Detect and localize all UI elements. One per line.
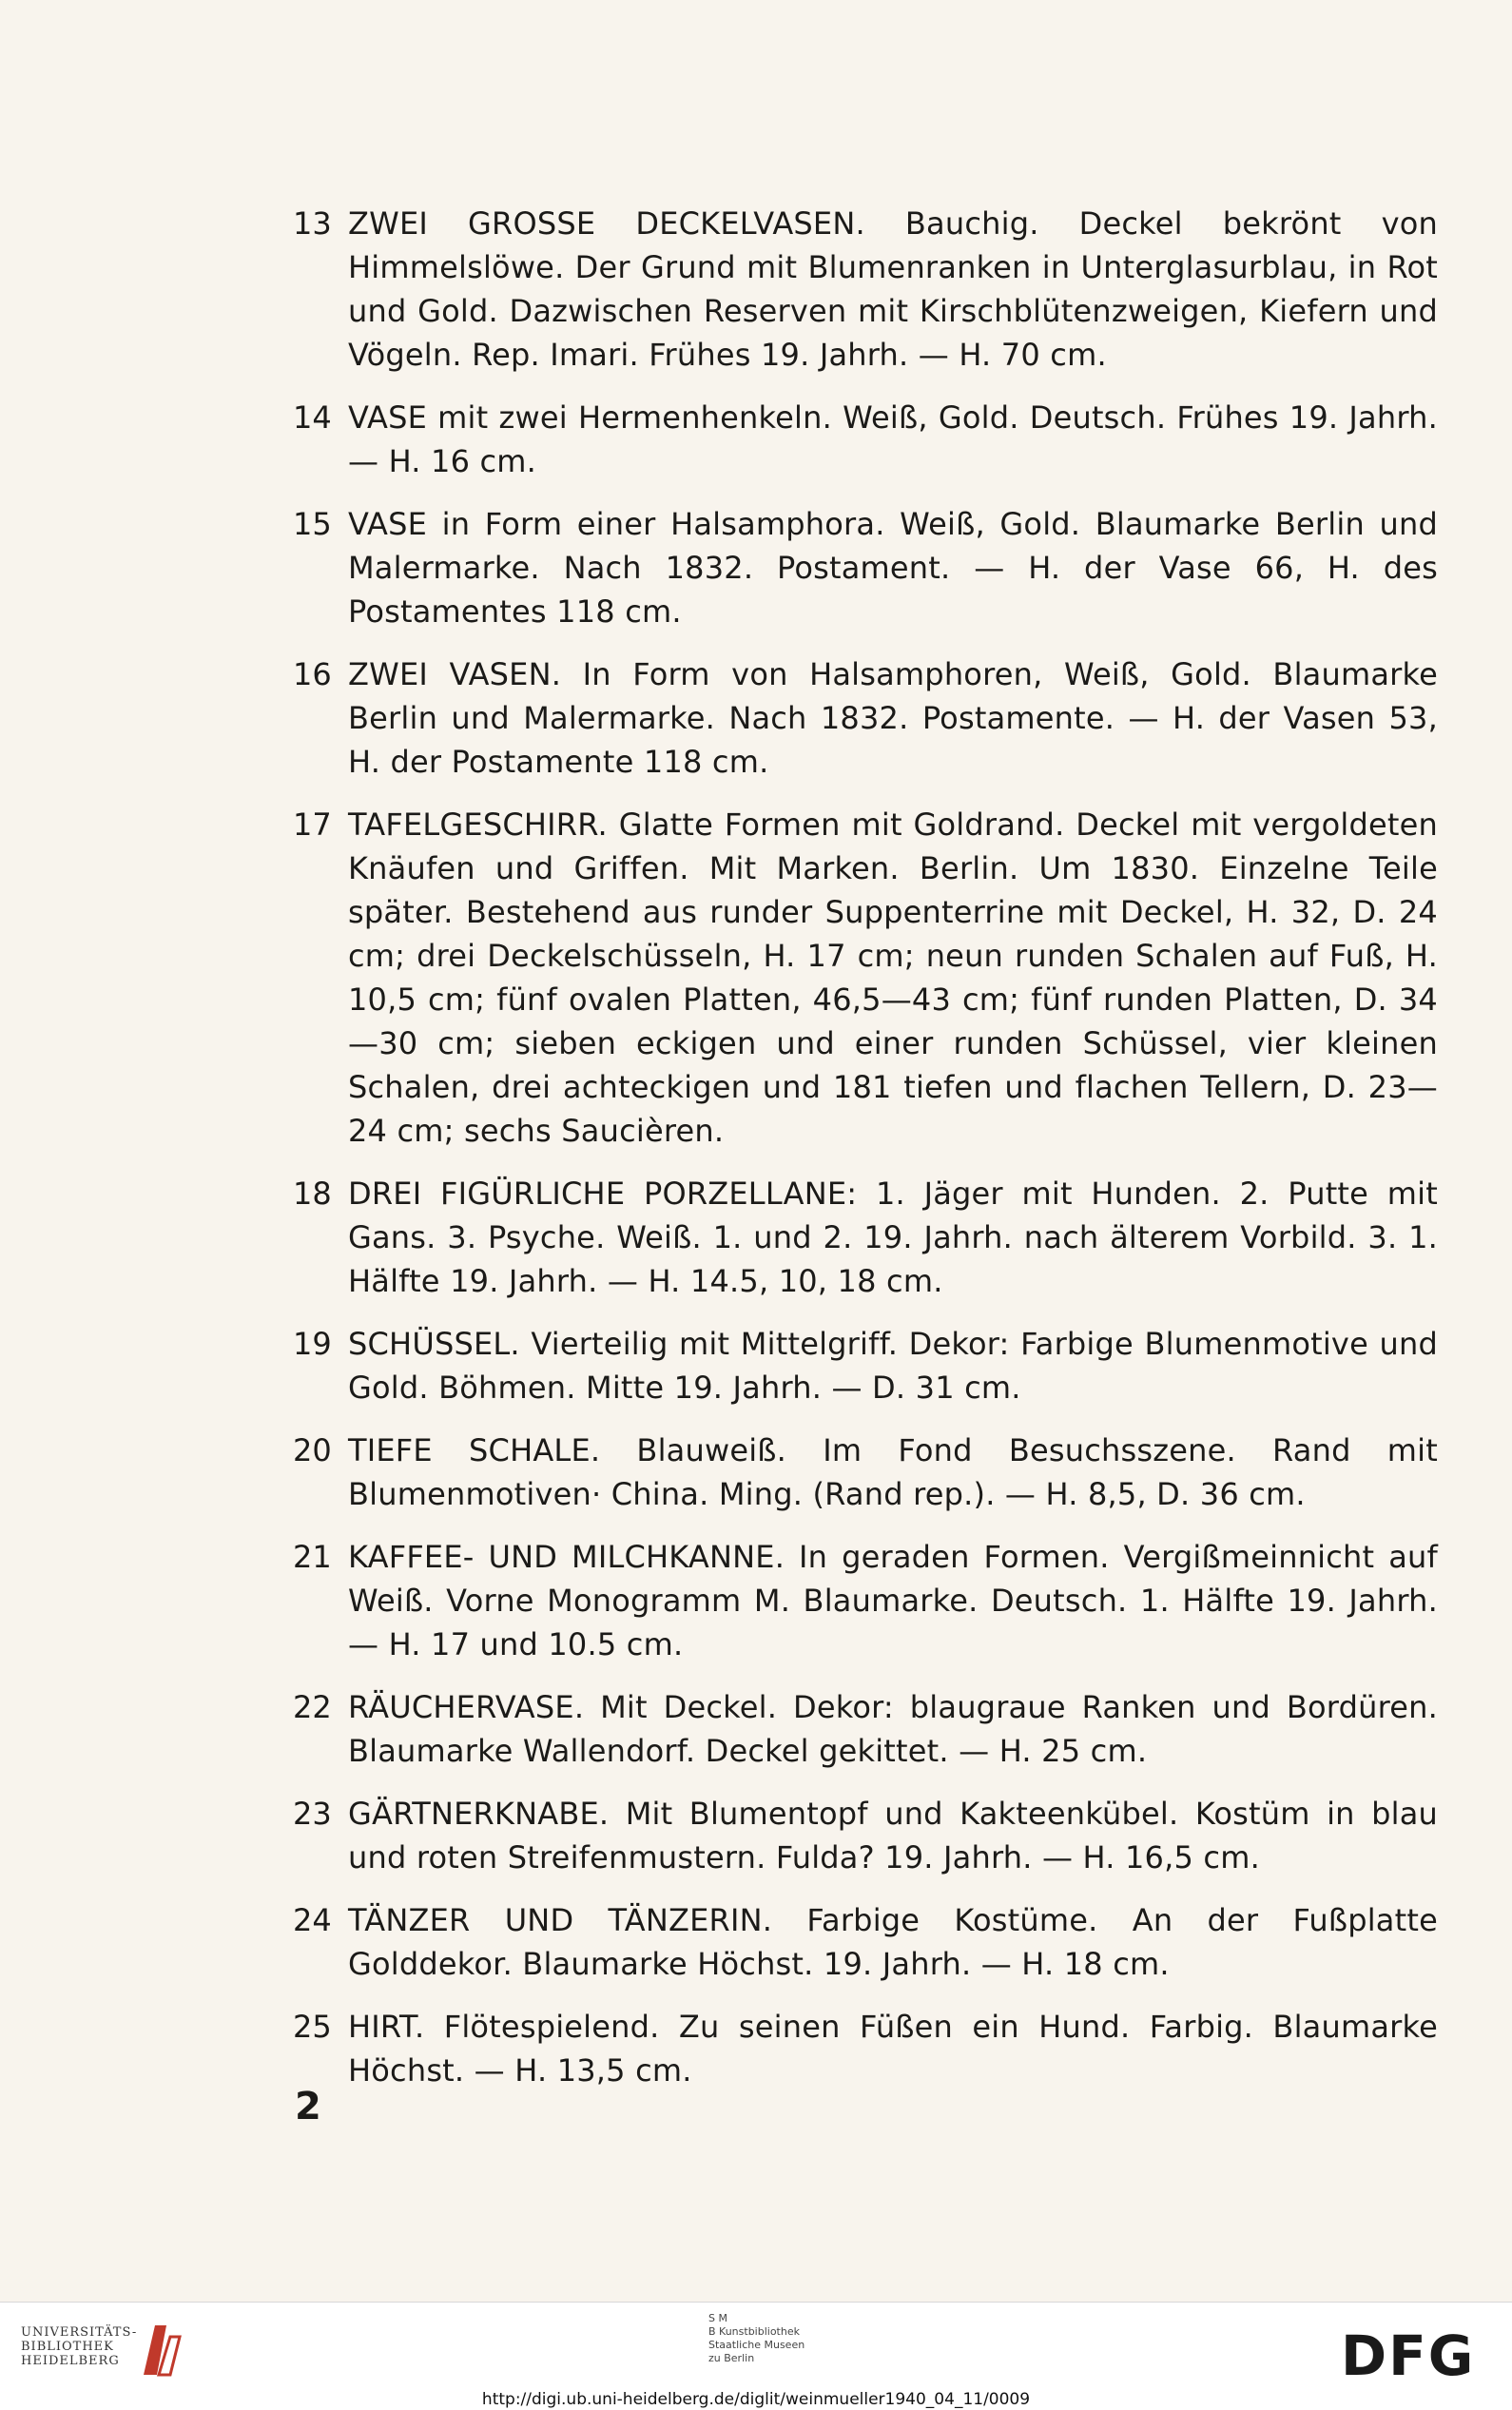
entry-number: 18	[293, 1176, 332, 1212]
catalog-entry	[293, 1898, 1438, 1986]
entry-text: HIRT. Flötespielend. Zu seinen Füßen ein Hund. Farbig. Blaumarke Höchst. — H. 13,5 cm.	[348, 2009, 1438, 2089]
entry-text: TÄNZER UND TÄNZERIN. Farbige Kostüme. An der Fußplatte Golddekor. Blaumarke Höchst. 19. Jahrh. — H. 18 cm.	[348, 1902, 1438, 1982]
catalog-entries	[293, 202, 1438, 2111]
entry-number: 25	[293, 2009, 332, 2045]
entry-number: 19	[293, 1326, 332, 1362]
entry-text: SCHÜSSEL. Vierteilig mit Mittelgriff. Dekor: Farbige Blumenmotive und Gold. Böhmen. Mitte 19. Jahrh. — D. 31 cm.	[348, 1326, 1438, 1406]
catalog-entry	[293, 652, 1438, 784]
entry-text: VASE in Form einer Halsamphora. Weiß, Gold. Blaumarke Berlin und Malermarke. Nach 1832. Postament. — H. der Vase 66, H. des Postamentes 118 cm.	[348, 506, 1438, 630]
entry-number: 20	[293, 1432, 332, 1468]
entry-number: 15	[293, 506, 332, 542]
entry-number: 16	[293, 656, 332, 692]
viewer-footer	[0, 2302, 1512, 2410]
university-logo-line: HEIDELBERG	[21, 2354, 120, 2368]
entry-text: TIEFE SCHALE. Blauweiß. Im Fond Besuchsszene. Rand mit Blumenmotiven· China. Ming. (Rand rep.). — H. 8,5, D. 36 cm.	[348, 1432, 1438, 1512]
university-library-logo[interactable]	[21, 2325, 137, 2368]
catalog-entry	[293, 1172, 1438, 1303]
entry-number: 23	[293, 1796, 332, 1832]
entry-text: TAFELGESCHIRR. Glatte Formen mit Goldrand. Deckel mit vergoldeten Knäufen und Griffen. Mit Marken. Berlin. Um 1830. Einzelne Teile später. Bestehend aus runder Suppenterrine mit Deckel, H. 32, D. 24 cm; drei Deckelschüsseln, H. 17 cm; neun runden Schalen auf Fuß, H. 10,5 cm; fünf ovalen Platten, 46,5—43 cm; fünf runden Platten, D. 34—30 cm; sieben eckigen und einer runden Schüssel, vier kleinen Schalen, drei achteckigen und 181 tiefen und flachen Tellern, D. 23—24 cm; sechs Saucièren.	[348, 807, 1438, 1149]
catalog-entry	[293, 1792, 1438, 1879]
entry-text: DREI FIGÜRLICHE PORZELLANE: 1. Jäger mit Hunden. 2. Putte mit Gans. 3. Psyche. Weiß. 1. und 2. 19. Jahrh. nach älterem Vorbild. 3. 1. Hälfte 19. Jahrh. — H. 14.5, 10, 18 cm.	[348, 1176, 1438, 1299]
catalog-entry	[293, 1429, 1438, 1516]
catalog-entry	[293, 502, 1438, 633]
entry-number: 21	[293, 1539, 332, 1575]
credit-line: S M	[708, 2312, 727, 2324]
entry-text: RÄUCHERVASE. Mit Deckel. Dekor: blaugraue Ranken und Bordüren. Blaumarke Wallendorf. Deckel gekittet. — H. 25 cm.	[348, 1689, 1438, 1769]
entry-text: KAFFEE- UND MILCHKANNE. In geraden Formen. Vergißmeinnicht auf Weiß. Vorne Monogramm M. Blaumarke. Deutsch. 1. Hälfte 19. Jahrh. — H. 17 und 10.5 cm.	[348, 1539, 1438, 1662]
catalog-entry	[293, 1535, 1438, 1666]
entry-number: 17	[293, 807, 332, 843]
catalog-entry	[293, 396, 1438, 483]
catalog-entry	[293, 1685, 1438, 1773]
entry-text: GÄRTNERKNABE. Mit Blumentopf und Kakteenkübel. Kostüm in blau und roten Streifenmustern. Fulda? 19. Jahrh. — H. 16,5 cm.	[348, 1796, 1438, 1876]
entry-text: VASE mit zwei Hermenhenkeln. Weiß, Gold. Deutsch. Frühes 19. Jahrh. — H. 16 cm.	[348, 399, 1438, 479]
catalog-entry	[293, 803, 1438, 1153]
entry-number: 22	[293, 1689, 332, 1725]
catalog-entry	[293, 1322, 1438, 1409]
credit-line: zu Berlin	[708, 2352, 755, 2364]
university-logo-line: UNIVERSITÄTS-	[21, 2325, 138, 2340]
entry-number: 13	[293, 205, 332, 242]
university-emblem-icon	[138, 2320, 184, 2381]
entry-text: ZWEI VASEN. In Form von Halsamphoren, Weiß, Gold. Blaumarke Berlin und Malermarke. Nach 1832. Postamente. — H. der Vasen 53, H. der Postamente 118 cm.	[348, 656, 1438, 780]
kunstbibliothek-credit	[708, 2312, 804, 2365]
entry-text: ZWEI GROSSE DECKELVASEN. Bauchig. Deckel bekrönt von Himmelslöwe. Der Grund mit Blumenranken in Unterglasurblau, in Rot und Gold. Dazwischen Reserven mit Kirschblütenzweigen, Kiefern und Vögeln. Rep. Imari. Frühes 19. Jahrh. — H. 70 cm.	[348, 205, 1438, 373]
entry-number: 14	[293, 399, 332, 436]
catalog-entry	[293, 202, 1438, 377]
credit-line: B Kunstbibliothek	[708, 2325, 800, 2338]
credit-line: Staatliche Museen	[708, 2339, 805, 2351]
catalog-entry	[293, 2005, 1438, 2092]
page-number: 2	[295, 2085, 321, 2128]
dfg-logo[interactable]: DFG	[1341, 2323, 1476, 2388]
university-logo-line: BIBLIOTHEK	[21, 2340, 114, 2354]
source-url-link[interactable]: http://digi.ub.uni-heidelberg.de/diglit/weinmueller1940_04_11/0009	[481, 2390, 1031, 2409]
entry-number: 24	[293, 1902, 332, 1938]
